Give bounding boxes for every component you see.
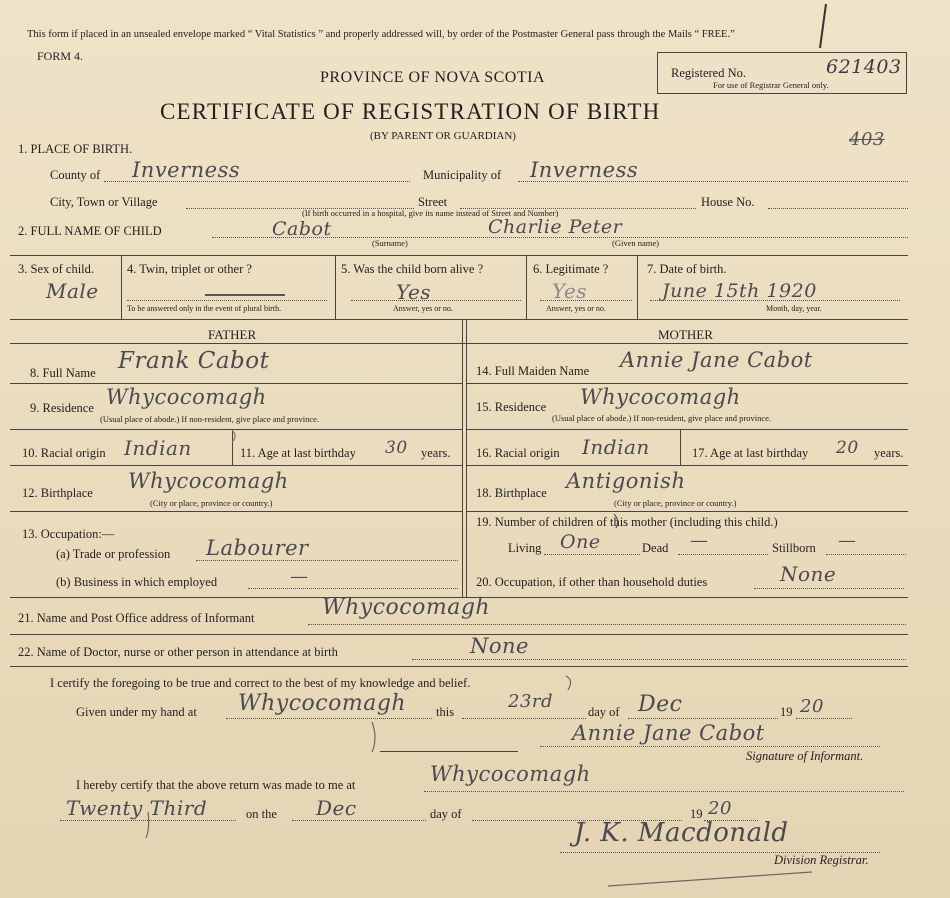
living-value: One	[560, 531, 601, 553]
mother-birthplace-note: (City or place, province or country.)	[614, 498, 737, 508]
business-label: (b) Business in which employed	[56, 575, 218, 589]
certificate-subtitle: (BY PARENT OR GUARDIAN)	[370, 130, 516, 142]
father-heading: FATHER	[208, 327, 257, 342]
this-label: this	[436, 705, 455, 719]
legitimate-label: 6. Legitimate ?	[533, 262, 609, 276]
attendant-label: 22. Name of Doctor, nurse or other person in attendance at birth	[18, 645, 338, 659]
mother-birthplace-label: 18. Birthplace	[476, 486, 547, 500]
certificate-title: CERTIFICATE OF REGISTRATION OF BIRTH	[160, 99, 661, 124]
street-label: Street	[418, 195, 448, 209]
father-name-label: 8. Full Name	[30, 366, 96, 380]
father-residence-value: Whycocomagh	[106, 385, 267, 409]
attendant-value: None	[470, 634, 529, 658]
registrar-month: Dec	[316, 796, 357, 820]
registrar-label: Division Registrar.	[774, 853, 869, 867]
mother-age-label: 17. Age at last birthday	[692, 446, 809, 460]
day-value: 23rd	[508, 691, 554, 712]
year-prefix: 19	[780, 705, 793, 719]
informant-signature: Annie Jane Cabot	[572, 721, 765, 745]
mother-race-label: 16. Racial origin	[476, 446, 560, 460]
twin-note: To be answered only in the event of plural birth.	[127, 304, 282, 313]
hospital-note: (If birth occurred in a hospital, give its name instead of Street and Number)	[302, 208, 559, 218]
father-occupation-label: 13. Occupation:—	[22, 527, 115, 541]
postal-notice: This form if placed in an unsealed envelope marked “ Vital Statistics ” and properly addressed will, by order of the Postmaster General pass through the Mails “ FREE.”	[27, 29, 735, 40]
sex-value: Male	[46, 279, 99, 303]
registered-no-value: 621403	[826, 56, 902, 78]
father-birthplace-value: Whycocomagh	[128, 469, 289, 493]
day-stroke	[146, 812, 149, 838]
mother-race-value: Indian	[582, 435, 650, 459]
certify-stroke	[566, 676, 571, 690]
alive-caption: Answer, yes or no.	[393, 304, 453, 313]
father-race-label: 10. Racial origin	[22, 446, 106, 460]
day-of-registrar-label: day of	[430, 807, 462, 821]
children-stroke	[614, 514, 618, 528]
alive-label: 5. Was the child born alive ?	[341, 262, 484, 276]
twin-label: 4. Twin, triplet or other ?	[127, 262, 252, 276]
registrar-place: Whycocomagh	[430, 762, 591, 786]
father-age-label: 11. Age at last birthday	[240, 446, 356, 460]
mother-occupation-value: None	[780, 562, 837, 586]
county-value: Inverness	[132, 158, 241, 182]
corner-number: 403	[849, 129, 885, 150]
child-given-name: Charlie Peter	[488, 216, 623, 238]
mother-residence-note: (Usual place of abode.) If non-resident, give place and province.	[552, 413, 772, 423]
dead-value: —	[690, 530, 709, 551]
month-value: Dec	[638, 692, 683, 717]
father-residence-note: (Usual place of abode.) If non-resident, give place and province.	[100, 414, 320, 424]
business-value: —	[290, 566, 309, 587]
mother-years: years.	[874, 446, 904, 460]
father-birthplace-label: 12. Birthplace	[22, 486, 93, 500]
signature-label: Signature of Informant.	[746, 749, 864, 763]
mother-heading: MOTHER	[658, 327, 713, 342]
living-label: Living	[508, 541, 542, 555]
informant-value: Whycocomagh	[322, 595, 491, 620]
mother-name-label: 14. Full Maiden Name	[476, 364, 590, 378]
mother-age-value: 20	[836, 438, 859, 458]
place-of-birth-label: 1. PLACE OF BIRTH.	[18, 142, 133, 156]
trade-label: (a) Trade or profession	[56, 547, 171, 561]
dob-value: June 15th 1920	[662, 280, 817, 302]
registered-no-label: Registered No.	[671, 66, 746, 80]
given-under-label: Given under my hand at	[76, 705, 197, 719]
registered-stroke	[820, 4, 826, 48]
mother-name-value: Annie Jane Cabot	[620, 348, 813, 372]
children-count-label: 19. Number of children of this mother (including this child.)	[476, 515, 778, 529]
city-label: City, Town or Village	[50, 195, 158, 209]
given-place: Whycocomagh	[238, 691, 407, 716]
given-name-caption: (Given name)	[612, 238, 659, 248]
day-of-label: day of	[588, 705, 620, 719]
father-years: years.	[421, 446, 451, 460]
child-surname: Cabot	[272, 218, 332, 240]
municipality-label: Municipality of	[423, 168, 502, 182]
registrar-statement: I hereby certify that the above return was made to me at	[76, 778, 356, 792]
surname-caption: (Surname)	[372, 238, 408, 248]
dob-caption: Month, day, year.	[766, 304, 822, 313]
dead-label: Dead	[642, 541, 669, 555]
child-name-label: 2. FULL NAME OF CHILD	[18, 224, 162, 238]
father-name-value: Frank Cabot	[118, 348, 270, 374]
registrar-use-note: For use of Registrar General only.	[713, 80, 829, 90]
registrar-signature: J. K. Macdonald	[574, 818, 789, 848]
legitimate-value: Yes	[552, 279, 588, 303]
race-stroke	[232, 430, 235, 442]
father-age-value: 30	[385, 438, 408, 458]
father-birthplace-note: (City or place, province or country.)	[150, 498, 273, 508]
sex-label: 3. Sex of child.	[18, 262, 95, 276]
house-number-label: House No.	[701, 195, 755, 209]
year-value: 20	[800, 696, 824, 717]
dob-label: 7. Date of birth.	[647, 262, 727, 276]
certify-statement: I certify the foregoing to be true and correct to the best of my knowledge and belief.	[50, 676, 471, 690]
informant-label: 21. Name and Post Office address of Informant	[18, 611, 255, 625]
legitimate-caption: Answer, yes or no.	[546, 304, 606, 313]
mother-occupation-label: 20. Occupation, if other than household duties	[476, 575, 708, 589]
given-stroke	[372, 722, 375, 752]
registrar-flourish	[608, 872, 812, 886]
father-residence-label: 9. Residence	[30, 401, 94, 415]
mother-residence-value: Whycocomagh	[580, 385, 741, 409]
father-race-value: Indian	[124, 436, 192, 460]
municipality-value: Inverness	[530, 158, 639, 182]
registrar-day: Twenty Third	[66, 796, 208, 820]
stillborn-value: —	[838, 530, 857, 551]
stillborn-label: Stillborn	[772, 541, 816, 555]
mother-birthplace-value: Antigonish	[566, 469, 686, 493]
province-heading: PROVINCE OF NOVA SCOTIA	[320, 69, 546, 86]
form-number: FORM 4.	[37, 49, 84, 63]
on-the-label: on the	[246, 807, 277, 821]
alive-value: Yes	[396, 280, 432, 304]
registrar-year-prefix: 19	[690, 807, 703, 821]
county-label: County of	[50, 168, 101, 182]
registrar-year: 20	[708, 798, 732, 819]
mother-residence-label: 15. Residence	[476, 400, 547, 414]
trade-value: Labourer	[206, 536, 309, 560]
